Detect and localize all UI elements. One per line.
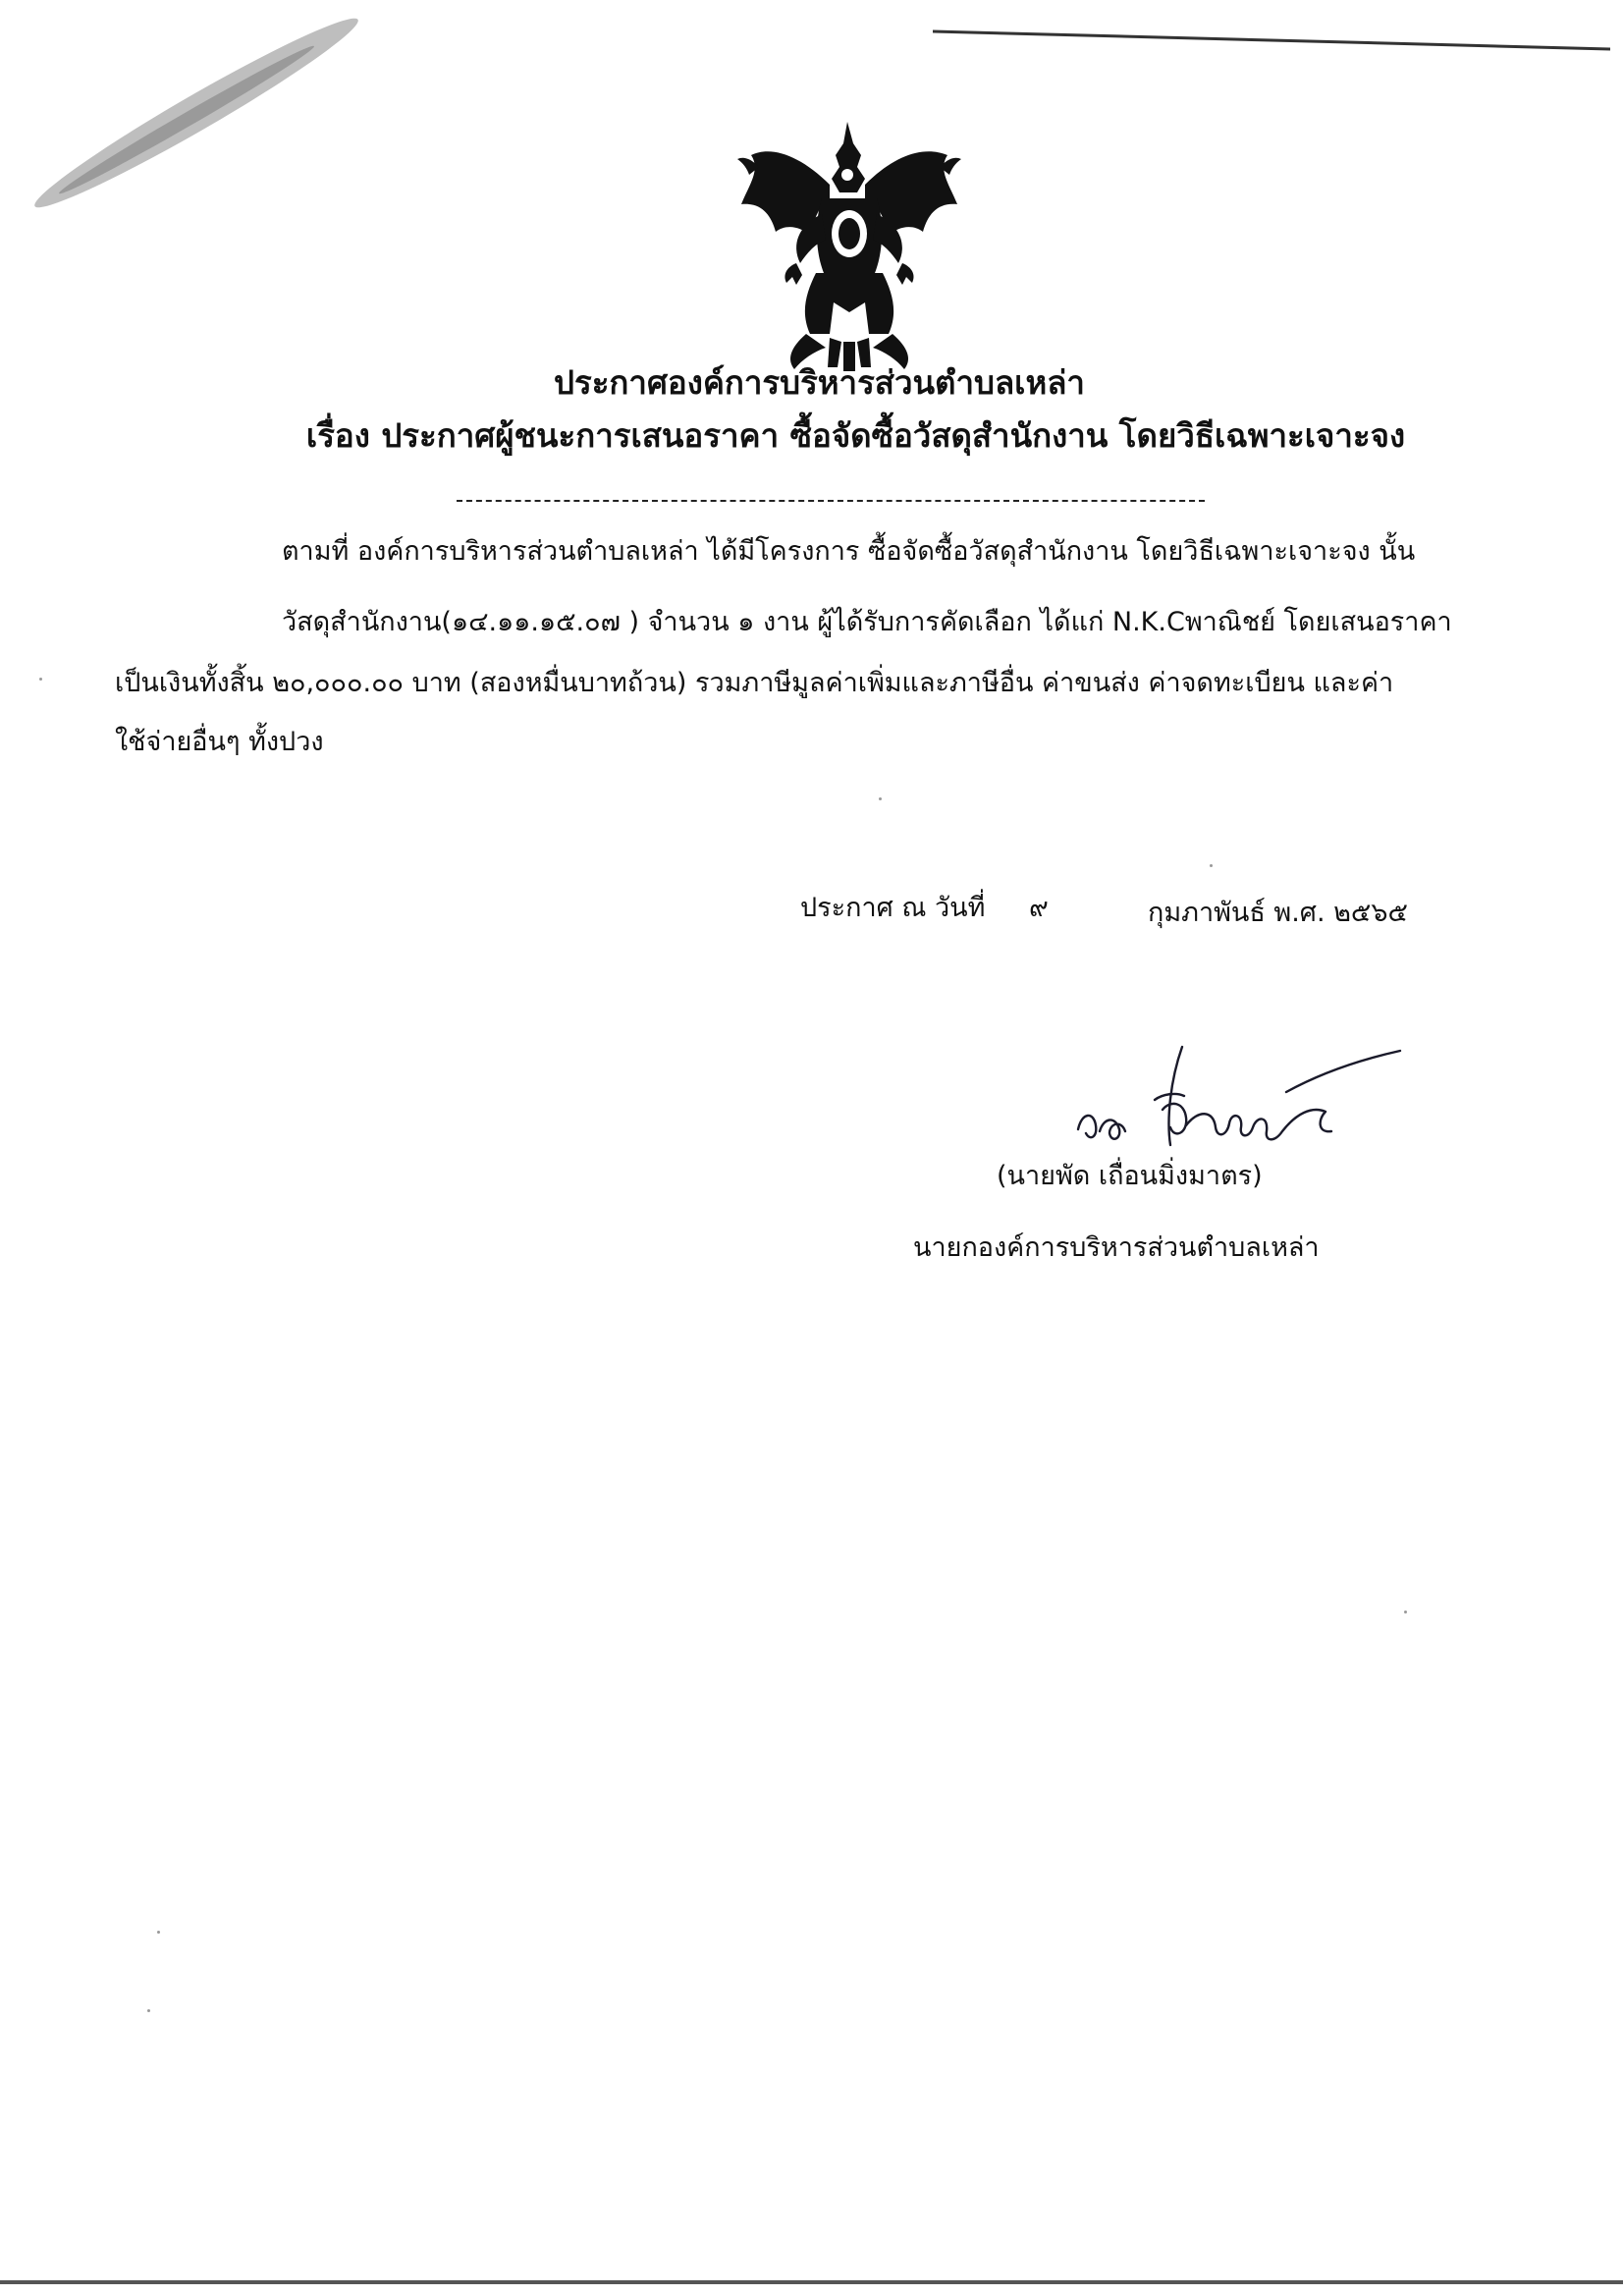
signer-name: (นายพัด เถื่อนมิ่งมาตร) [997, 1161, 1263, 1191]
handwritten-signature [1060, 1041, 1404, 1159]
scan-edge-line [933, 27, 1610, 57]
body-line-2: วัสดุสำนักงาน(๑๔.๑๑.๑๕.๐๗ ) จำนวน ๑ งาน ผู้ได้รับการคัดเลือก ได้แก่ N.K.Cพาณิชย์ โดยเสนอราคา [282, 607, 1452, 637]
scan-speck [147, 2009, 150, 2012]
scan-edge-line-bottom [0, 2280, 1623, 2284]
title-divider [457, 500, 1205, 502]
scan-speck [1210, 864, 1213, 867]
scan-speck [157, 1931, 160, 1934]
date-label: ประกาศ ณ วันที่ [800, 893, 986, 923]
garuda-emblem-icon [731, 116, 967, 373]
announcement-subject: เรื่อง ประกาศผู้ชนะการเสนอราคา ซื้อจัดซื้อวัสดุสำนักงาน โดยวิธีเฉพาะเจาะจง [305, 416, 1406, 455]
date-month-year: กุมภาพันธ์ พ.ศ. ๒๕๖๕ [1148, 898, 1408, 928]
body-line-1: ตามที่ องค์การบริหารส่วนตำบลเหล่า ได้มีโครงการ ซื้อจัดซื้อวัสดุสำนักงาน โดยวิธีเฉพาะเจาะจง นั้น [282, 536, 1416, 567]
body-line-4: ใช้จ่ายอื่นๆ ทั้งปวง [115, 727, 324, 757]
scan-speck [879, 797, 882, 800]
date-day: ๙ [1029, 893, 1049, 923]
scan-speck [39, 678, 42, 681]
signer-position: นายกองค์การบริหารส่วนตำบลเหล่า [913, 1232, 1320, 1263]
scan-speck [1404, 1611, 1407, 1613]
announcement-title: ประกาศองค์การบริหารส่วนตำบลเหล่า [554, 363, 1085, 402]
scan-smudge [20, 10, 373, 226]
body-line-3: เป็นเงินทั้งสิ้น ๒๐,๐๐๐.๐๐ บาท (สองหมื่นบาทถ้วน) รวมภาษีมูลค่าเพิ่มและภาษีอื่น ค่าขนส่ง ค่าจดทะเบียน และค่า [115, 668, 1394, 698]
